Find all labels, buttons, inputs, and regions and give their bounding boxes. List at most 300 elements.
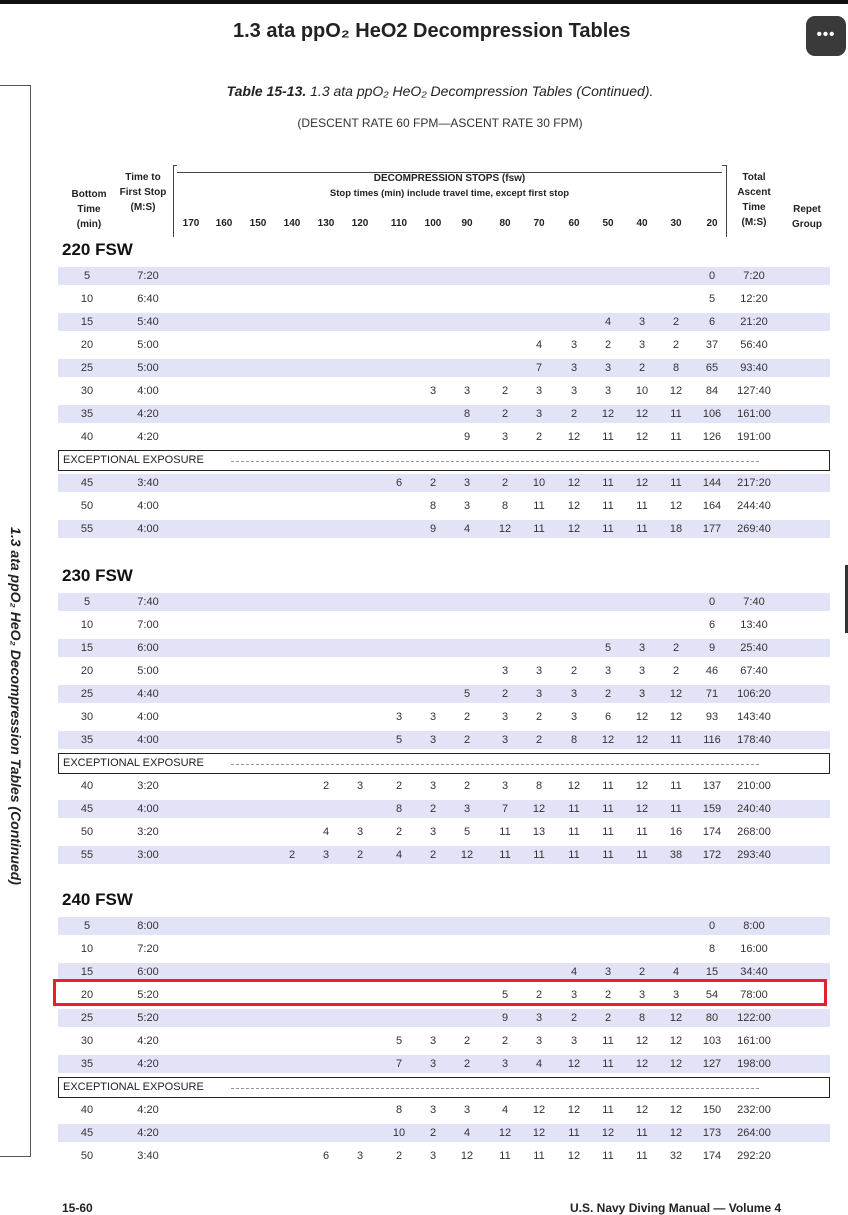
stop-time-cell: 2 (604, 339, 612, 351)
stop-time-cell: 7 (395, 1058, 403, 1070)
stop-time-cell: 11 (602, 826, 614, 838)
stop-time-cell: 11 (568, 803, 580, 815)
total-ascent-cell: 269:40 (737, 523, 771, 535)
bottom-time-cell: 5 (83, 920, 91, 932)
table-row (58, 731, 830, 749)
stop-time-cell: 2 (501, 385, 509, 397)
stop-time-cell: 3 (535, 1035, 543, 1047)
stop-depth-header: 130 (317, 218, 335, 229)
stop-time-cell: 4 (535, 339, 543, 351)
table-row (58, 1055, 830, 1073)
stop-time-cell: 11 (602, 1104, 614, 1116)
bottom-time-cell: 5 (83, 596, 91, 608)
stop-time-cell: 3 (638, 665, 646, 677)
stop-time-cell: 8 (638, 1012, 646, 1024)
stop-time-cell: 6 (604, 711, 612, 723)
header-divider (722, 165, 726, 166)
total-ascent-cell: 16:00 (740, 943, 768, 955)
stop-time-cell: 16 (669, 826, 683, 838)
stop-time-cell: 3 (429, 1058, 437, 1070)
table-row (58, 1009, 830, 1027)
stop-time-cell: 6 (708, 316, 716, 328)
table-row (58, 267, 830, 285)
stop-time-cell: 3 (501, 431, 509, 443)
stop-time-cell: 12 (635, 780, 649, 792)
total-ascent-cell: 25:40 (740, 642, 768, 654)
first-stop-time-cell: 4:00 (137, 803, 159, 815)
stop-time-cell: 6 (708, 619, 716, 631)
stop-time-cell: 12 (669, 1035, 683, 1047)
table-row (58, 940, 830, 958)
total-ascent-cell: 122:00 (737, 1012, 771, 1024)
section-title: 230 FSW (62, 566, 133, 585)
side-tab-label: 1.3 ata ppO₂ HeO₂ Decompression Tables (Continued) (8, 527, 24, 885)
stop-time-cell: 4 (570, 966, 578, 978)
first-stop-time-cell: 3:20 (137, 780, 159, 792)
first-stop-time-cell: 6:00 (137, 966, 159, 978)
stop-time-cell: 8 (570, 734, 578, 746)
stop-time-cell: 11 (499, 1150, 511, 1162)
exceptional-exposure-label: EXCEPTIONAL EXPOSURE (63, 454, 204, 466)
bottom-time-cell: 25 (80, 688, 94, 700)
stop-depth-header: 170 (182, 218, 200, 229)
first-stop-time-cell: 4:20 (137, 1058, 159, 1070)
dashed-rule (231, 461, 759, 462)
stop-depth-header: 150 (249, 218, 267, 229)
stop-time-cell: 3 (429, 711, 437, 723)
stop-time-cell: 12 (567, 1150, 581, 1162)
table-row (58, 1124, 830, 1142)
stop-time-cell: 173 (702, 1127, 722, 1139)
stop-time-cell: 3 (429, 826, 437, 838)
stop-time-cell: 12 (567, 1104, 581, 1116)
stop-time-cell: 71 (705, 688, 719, 700)
table-row (58, 405, 830, 423)
stop-time-cell: 7 (501, 803, 509, 815)
table-row (58, 1032, 830, 1050)
stop-time-cell: 2 (395, 1150, 403, 1162)
page-number: 15-60 (62, 1201, 93, 1215)
table-row (58, 1147, 830, 1165)
bottom-time-cell: 15 (80, 966, 94, 978)
stop-time-cell: 4 (322, 826, 330, 838)
stop-time-cell: 2 (638, 362, 646, 374)
stop-time-cell: 3 (570, 711, 578, 723)
stop-time-cell: 12 (669, 711, 683, 723)
stop-time-cell: 11 (636, 826, 648, 838)
table-row (58, 800, 830, 818)
stop-time-cell: 12 (532, 1104, 546, 1116)
stop-time-cell: 174 (702, 826, 722, 838)
bottom-time-cell: 25 (80, 1012, 94, 1024)
stop-depth-header: 160 (215, 218, 233, 229)
stop-time-cell: 11 (568, 826, 580, 838)
stop-time-cell: 11 (602, 477, 614, 489)
total-ascent-cell: 178:40 (737, 734, 771, 746)
table-row (58, 639, 830, 657)
stop-time-cell: 3 (429, 1150, 437, 1162)
stop-time-cell: 9 (429, 523, 437, 535)
bottom-time-cell: 40 (80, 1104, 94, 1116)
bottom-time-cell: 50 (80, 1150, 94, 1162)
dashed-rule (231, 764, 759, 765)
first-stop-time-cell: 4:00 (137, 523, 159, 535)
stop-time-cell: 11 (533, 500, 545, 512)
bottom-time-cell: 15 (80, 316, 94, 328)
total-ascent-cell: 21:20 (740, 316, 768, 328)
stop-time-cell: 12 (532, 1127, 546, 1139)
stop-time-cell: 12 (635, 408, 649, 420)
exceptional-exposure-label: EXCEPTIONAL EXPOSURE (63, 757, 204, 769)
stop-depth-header: 50 (602, 218, 614, 229)
stop-time-cell: 3 (638, 339, 646, 351)
stop-time-cell: 103 (702, 1035, 722, 1047)
stop-time-cell: 2 (672, 316, 680, 328)
stop-time-cell: 3 (429, 385, 437, 397)
header-repet-group: Repet Group (792, 204, 822, 230)
header-bottom-time: Bottom Time (min) (71, 189, 107, 230)
first-stop-time-cell: 4:20 (137, 1035, 159, 1047)
more-options-button[interactable]: ••• (806, 16, 846, 56)
exceptional-exposure-label: EXCEPTIONAL EXPOSURE (63, 1081, 204, 1093)
stop-time-cell: 3 (463, 1104, 471, 1116)
table-row (58, 428, 830, 446)
stop-time-cell: 3 (570, 688, 578, 700)
stop-time-cell: 8 (429, 500, 437, 512)
total-ascent-cell: 268:00 (737, 826, 771, 838)
stop-time-cell: 12 (635, 734, 649, 746)
stop-time-cell: 12 (669, 385, 683, 397)
total-ascent-cell: 143:40 (737, 711, 771, 723)
stop-time-cell: 0 (708, 596, 716, 608)
stop-time-cell: 11 (602, 523, 614, 535)
stop-time-cell: 12 (635, 1058, 649, 1070)
stop-time-cell: 12 (567, 780, 581, 792)
stop-time-cell: 4 (463, 1127, 471, 1139)
first-stop-time-cell: 4:00 (137, 385, 159, 397)
bottom-time-cell: 45 (80, 477, 94, 489)
table-row (58, 313, 830, 331)
stop-time-cell: 12 (669, 1012, 683, 1024)
stop-time-cell: 3 (501, 1058, 509, 1070)
rates-note: (DESCENT RATE 60 FPM—ASCENT RATE 30 FPM) (297, 116, 583, 130)
stop-time-cell: 11 (568, 1127, 580, 1139)
stop-time-cell: 3 (570, 385, 578, 397)
stop-time-cell: 3 (570, 362, 578, 374)
stop-time-cell: 3 (501, 665, 509, 677)
bottom-time-cell: 45 (80, 1127, 94, 1139)
stop-time-cell: 11 (670, 780, 682, 792)
stop-depth-header: 70 (533, 218, 545, 229)
total-ascent-cell: 13:40 (740, 619, 768, 631)
stop-time-cell: 8 (501, 500, 509, 512)
stop-time-cell: 3 (535, 688, 543, 700)
stop-time-cell: 8 (463, 408, 471, 420)
table-row (58, 917, 830, 935)
stop-time-cell: 8 (395, 803, 403, 815)
first-stop-time-cell: 4:00 (137, 711, 159, 723)
stop-time-cell: 12 (498, 523, 512, 535)
bottom-time-cell: 30 (80, 711, 94, 723)
stop-time-cell: 5 (604, 642, 612, 654)
stop-time-cell: 11 (602, 500, 614, 512)
stop-time-cell: 11 (636, 1150, 648, 1162)
stop-time-cell: 3 (570, 339, 578, 351)
stop-time-cell: 12 (601, 734, 615, 746)
stop-time-cell: 84 (705, 385, 719, 397)
bottom-time-cell: 55 (80, 849, 94, 861)
row-highlight (53, 979, 827, 1006)
stop-time-cell: 6 (322, 1150, 330, 1162)
stop-time-cell: 5 (463, 826, 471, 838)
stop-time-cell: 46 (705, 665, 719, 677)
stop-time-cell: 3 (604, 966, 612, 978)
first-stop-time-cell: 5:20 (137, 989, 159, 1001)
stop-time-cell: 3 (535, 385, 543, 397)
stop-time-cell: 65 (705, 362, 719, 374)
stop-time-cell: 2 (322, 780, 330, 792)
stop-time-cell: 2 (501, 688, 509, 700)
stop-time-cell: 164 (702, 500, 722, 512)
table-row (58, 497, 830, 515)
table-caption-text: 1.3 ata ppO₂ HeO₂ Decompression Tables (Continued). (310, 83, 654, 99)
stop-time-cell: 2 (463, 1058, 471, 1070)
bottom-time-cell: 50 (80, 500, 94, 512)
bottom-time-cell: 40 (80, 431, 94, 443)
bottom-time-cell: 20 (80, 665, 94, 677)
stop-time-cell: 2 (356, 849, 364, 861)
total-ascent-cell: 244:40 (737, 500, 771, 512)
stop-time-cell: 3 (463, 500, 471, 512)
total-ascent-cell: 191:00 (737, 431, 771, 443)
stop-time-cell: 2 (604, 688, 612, 700)
stop-time-cell: 2 (501, 477, 509, 489)
bottom-time-cell: 30 (80, 1035, 94, 1047)
stop-time-cell: 3 (638, 316, 646, 328)
side-tab (0, 85, 31, 1157)
stop-depth-header: 60 (568, 218, 580, 229)
header-decompression-note: Stop times (min) include travel time, except first stop (329, 188, 570, 199)
stop-time-cell: 11 (602, 1150, 614, 1162)
stop-time-cell: 11 (670, 477, 682, 489)
total-ascent-cell: 198:00 (737, 1058, 771, 1070)
stop-time-cell: 2 (288, 849, 296, 861)
stop-time-cell: 2 (672, 339, 680, 351)
total-ascent-cell: 240:40 (737, 803, 771, 815)
first-stop-time-cell: 8:00 (137, 920, 159, 932)
table-row (58, 359, 830, 377)
stop-time-cell: 5 (463, 688, 471, 700)
first-stop-time-cell: 4:40 (137, 688, 159, 700)
stop-time-cell: 12 (567, 1058, 581, 1070)
stop-time-cell: 127 (702, 1058, 722, 1070)
stop-time-cell: 3 (535, 408, 543, 420)
total-ascent-cell: 217:20 (737, 477, 771, 489)
manual-footer: U.S. Navy Diving Manual — Volume 4 (570, 1201, 782, 1215)
header-first-stop: Time to First Stop (M:S) (119, 172, 167, 213)
stop-time-cell: 38 (669, 849, 683, 861)
stop-time-cell: 106 (702, 408, 722, 420)
stop-time-cell: 3 (463, 385, 471, 397)
stop-time-cell: 2 (463, 1035, 471, 1047)
exceptional-exposure-divider (58, 753, 830, 774)
stop-time-cell: 11 (602, 849, 614, 861)
first-stop-time-cell: 3:20 (137, 826, 159, 838)
total-ascent-cell: 8:00 (743, 920, 765, 932)
bottom-time-cell: 35 (80, 408, 94, 420)
stop-time-cell: 3 (322, 849, 330, 861)
total-ascent-cell: 56:40 (740, 339, 768, 351)
stop-time-cell: 11 (636, 523, 648, 535)
stop-time-cell: 12 (567, 500, 581, 512)
table-row (58, 1101, 830, 1119)
header-total-ascent: Total Ascent Time (M:S) (737, 172, 771, 228)
stop-time-cell: 2 (604, 1012, 612, 1024)
first-stop-time-cell: 4:00 (137, 734, 159, 746)
stop-time-cell: 11 (533, 523, 545, 535)
stop-time-cell: 2 (638, 966, 646, 978)
stop-time-cell: 2 (463, 780, 471, 792)
stop-time-cell: 80 (705, 1012, 719, 1024)
stop-time-cell: 2 (501, 1035, 509, 1047)
bottom-time-cell: 35 (80, 1058, 94, 1070)
stop-time-cell: 11 (636, 849, 648, 861)
stop-time-cell: 10 (635, 385, 649, 397)
table-row (58, 616, 830, 634)
stop-time-cell: 54 (705, 989, 719, 1001)
bottom-time-cell: 30 (80, 385, 94, 397)
stop-depth-header: 40 (636, 218, 648, 229)
first-stop-time-cell: 5:00 (137, 339, 159, 351)
bottom-time-cell: 10 (80, 619, 94, 631)
stop-time-cell: 9 (708, 642, 716, 654)
header-decompression-stops: DECOMPRESSION STOPS (fsw) (373, 173, 526, 184)
first-stop-time-cell: 7:20 (137, 270, 159, 282)
bottom-time-cell: 10 (80, 943, 94, 955)
stop-time-cell: 2 (395, 826, 403, 838)
stop-time-cell: 12 (669, 500, 683, 512)
table-row (58, 662, 830, 680)
stop-time-cell: 2 (672, 642, 680, 654)
stop-time-cell: 3 (395, 711, 403, 723)
total-ascent-cell: 264:00 (737, 1127, 771, 1139)
first-stop-time-cell: 6:00 (137, 642, 159, 654)
header-divider (173, 165, 174, 237)
stop-time-cell: 12 (669, 1127, 683, 1139)
stop-time-cell: 3 (429, 1104, 437, 1116)
table-row (58, 708, 830, 726)
bottom-time-cell: 40 (80, 780, 94, 792)
stop-time-cell: 3 (463, 803, 471, 815)
stop-time-cell: 116 (703, 734, 721, 746)
stop-time-cell: 3 (535, 665, 543, 677)
stop-time-cell: 4 (604, 316, 612, 328)
stop-time-cell: 2 (570, 665, 578, 677)
stop-time-cell: 11 (602, 1035, 614, 1047)
first-stop-time-cell: 6:40 (137, 293, 159, 305)
bottom-time-cell: 5 (83, 270, 91, 282)
table-row (58, 336, 830, 354)
total-ascent-cell: 292:20 (737, 1150, 771, 1162)
first-stop-time-cell: 4:20 (137, 408, 159, 420)
section-title: 220 FSW (62, 240, 133, 259)
bottom-time-cell: 20 (80, 339, 94, 351)
first-stop-time-cell: 5:20 (137, 1012, 159, 1024)
stop-time-cell: 8 (672, 362, 680, 374)
first-stop-time-cell: 5:00 (137, 362, 159, 374)
stop-time-cell: 150 (702, 1104, 722, 1116)
stop-time-cell: 6 (395, 477, 403, 489)
first-stop-time-cell: 4:00 (137, 500, 159, 512)
exceptional-exposure-divider (58, 1077, 830, 1098)
top-edge (0, 0, 848, 4)
stop-time-cell: 11 (499, 826, 511, 838)
first-stop-time-cell: 7:40 (137, 596, 159, 608)
stop-time-cell: 12 (635, 431, 649, 443)
stop-time-cell: 5 (395, 1035, 403, 1047)
bottom-time-cell: 50 (80, 826, 94, 838)
stop-depth-header: 100 (424, 218, 442, 229)
stop-time-cell: 8 (395, 1104, 403, 1116)
stop-time-cell: 3 (429, 780, 437, 792)
table-row (58, 290, 830, 308)
total-ascent-cell: 210:00 (737, 780, 771, 792)
table-row (58, 846, 830, 864)
stop-time-cell: 11 (636, 500, 648, 512)
stop-depth-header: 20 (706, 218, 718, 229)
stop-depth-header: 140 (283, 218, 301, 229)
stop-time-cell: 126 (702, 431, 722, 443)
stop-time-cell: 3 (570, 989, 578, 1001)
stop-time-cell: 11 (670, 734, 682, 746)
table-row (58, 685, 830, 703)
stop-time-cell: 2 (535, 431, 543, 443)
total-ascent-cell: 78:00 (740, 989, 768, 1001)
stop-time-cell: 3 (638, 989, 646, 1001)
stop-time-cell: 10 (532, 477, 546, 489)
stop-time-cell: 11 (533, 849, 545, 861)
total-ascent-cell: 93:40 (740, 362, 768, 374)
stop-time-cell: 3 (463, 477, 471, 489)
total-ascent-cell: 7:40 (743, 596, 765, 608)
stop-time-cell: 5 (708, 293, 716, 305)
stop-time-cell: 0 (708, 270, 716, 282)
stop-time-cell: 4 (672, 966, 680, 978)
stop-time-cell: 12 (460, 849, 474, 861)
stop-time-cell: 2 (429, 477, 437, 489)
stop-time-cell: 2 (570, 408, 578, 420)
total-ascent-cell: 106:20 (737, 688, 771, 700)
table-caption (0, 83, 848, 99)
stop-time-cell: 2 (395, 780, 403, 792)
stop-time-cell: 4 (501, 1104, 509, 1116)
stop-time-cell: 3 (638, 688, 646, 700)
stop-time-cell: 2 (429, 849, 437, 861)
stop-time-cell: 12 (635, 1104, 649, 1116)
stop-time-cell: 18 (669, 523, 683, 535)
stop-time-cell: 0 (708, 920, 716, 932)
stop-time-cell: 3 (501, 780, 509, 792)
stop-time-cell: 11 (568, 849, 580, 861)
stop-time-cell: 5 (395, 734, 403, 746)
first-stop-time-cell: 7:00 (137, 619, 159, 631)
stop-time-cell: 12 (635, 711, 649, 723)
stop-time-cell: 2 (535, 734, 543, 746)
stop-time-cell: 177 (702, 523, 722, 535)
stop-time-cell: 12 (635, 477, 649, 489)
stop-time-cell: 12 (567, 431, 581, 443)
stop-time-cell: 12 (567, 477, 581, 489)
